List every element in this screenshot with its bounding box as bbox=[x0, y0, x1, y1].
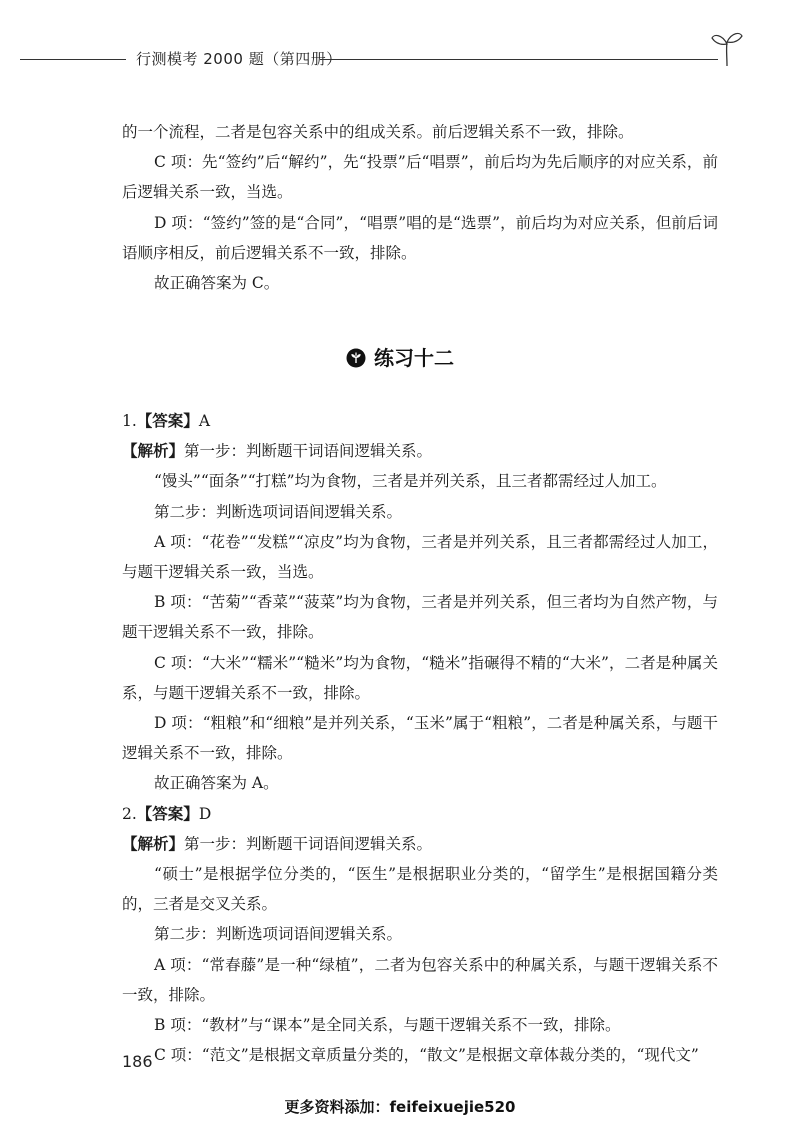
explanation-paragraph: A 项：“常春藤”是一种“绿植”，二者为包容关系中的种属关系，与题干逻辑关系不一致，排除。 bbox=[122, 955, 718, 1004]
explanation-paragraph: “硕士”是根据学位分类的，“医生”是根据职业分类的，“留学生”是根据国籍分类的，三者是交叉关系。 bbox=[122, 865, 718, 914]
sprout-icon bbox=[710, 28, 744, 68]
answer-tag: 【答案】 bbox=[136, 804, 199, 823]
header-rule-right bbox=[320, 59, 718, 60]
analysis-tag: 【解析】 bbox=[122, 442, 185, 461]
explanation-paragraph: B 项：“苦菊”“香菜”“菠菜”均为食物，三者是并列关系，但三者均为自然产物，与题干逻辑关系不一致，排除。 bbox=[122, 593, 718, 642]
footer-note: 更多资料添加：feifeixuejie520 bbox=[284, 1098, 516, 1116]
analysis-text: 第一步：判断题干词语间逻辑关系。 bbox=[184, 834, 433, 853]
answer-line bbox=[122, 406, 718, 436]
header-rule-left bbox=[20, 59, 126, 60]
explanation-paragraph: “馒头”“面条”“打糕”均为食物，三者是并列关系，且三者都需经过人加工。 bbox=[154, 472, 667, 491]
explanation-paragraph: A 项：“花卷”“发糕”“凉皮”均为食物，三者是并列关系，且三者都需经过人加工，与题干逻辑关系一致，当选。 bbox=[122, 532, 718, 582]
intro-paragraph: C 项：先“签约”后“解约”，先“投票”后“唱票”，前后均为先后顺序的对应关系，前后逻辑关系一致，当选。 bbox=[122, 153, 718, 202]
section-heading bbox=[0, 342, 800, 371]
answer-value: A bbox=[198, 412, 211, 430]
intro-paragraph: D 项：“签约”签的是“合同”，“唱票”唱的是“选票”，前后均为对应关系，但前后词语顺序相反，前后逻辑关系不一致，排除。 bbox=[122, 213, 718, 262]
explanation-paragraph: C 项：“范文”是根据文章质量分类的，“散文”是根据文章体裁分类的，“现代文” bbox=[154, 1046, 699, 1065]
explanation-paragraph: 故正确答案为 A。 bbox=[154, 774, 279, 793]
analysis-line bbox=[122, 436, 718, 466]
question-number: 2. bbox=[122, 804, 137, 823]
header-title: 行测模考 2000 题（第四册） bbox=[136, 50, 342, 68]
analysis-text: 第一步：判断题干词语间逻辑关系。 bbox=[184, 442, 433, 461]
explanation-paragraph: 第二步：判断选项词语间逻辑关系。 bbox=[154, 502, 403, 521]
explanation-paragraph: C 项：“大米”“糯米”“糙米”均为食物，“糙米”指碾得不精的“大米”，二者是种属关系，与题干逻辑关系不一致，排除。 bbox=[122, 653, 718, 702]
answer-value: D bbox=[198, 804, 212, 823]
answer-explanations bbox=[122, 406, 718, 1070]
answer-line bbox=[122, 799, 718, 829]
analysis-tag: 【解析】 bbox=[122, 834, 185, 853]
explanation-paragraph: B 项：“教材”与“课本”是全同关系，与题干逻辑关系不一致，排除。 bbox=[154, 1016, 621, 1035]
intro-paragraph: 故正确答案为 C。 bbox=[154, 274, 280, 293]
explanation-paragraph: 第二步：判断选项词语间逻辑关系。 bbox=[154, 925, 403, 944]
section-title: 练习十二 bbox=[374, 346, 454, 370]
flower-bullet-icon bbox=[346, 348, 366, 368]
question-number: 1. bbox=[122, 412, 137, 430]
intro-paragraph: 的一个流程，二者是包容关系中的组成关系。前后逻辑关系不一致，排除。 bbox=[122, 123, 634, 141]
intro-text-block bbox=[122, 117, 718, 298]
explanation-paragraph: D 项：“粗粮”和“细粮”是并列关系，“玉米”属于“粗粮”，二者是种属关系，与题干逻辑关系不一致，排除。 bbox=[122, 714, 718, 763]
page-number: 186 bbox=[122, 1052, 153, 1071]
page-header bbox=[20, 46, 720, 70]
answer-tag: 【答案】 bbox=[136, 412, 199, 430]
analysis-line bbox=[122, 829, 718, 859]
